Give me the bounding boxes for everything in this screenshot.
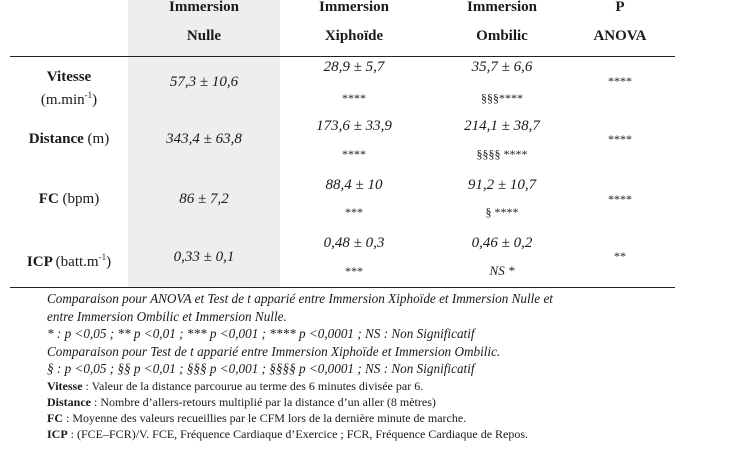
header-xiphoide-line1: Immersion (319, 0, 389, 15)
vitesse-xiphoide-significance: **** (342, 91, 366, 105)
header-nulle-line2: Nulle (186, 28, 222, 44)
fc-xiphoide-value: 88,4 ± 10 (325, 177, 383, 193)
vitesse-ombilic-value: 35,7 ± 6,6 (471, 59, 533, 75)
icp-nulle-value: 0,33 ± 0,1 (173, 249, 235, 265)
distance-nulle-value: 343,4 ± 63,8 (166, 131, 242, 147)
table-notes (47, 290, 737, 442)
fc-xiphoide-significance: *** (345, 205, 363, 219)
vitesse-anova-significance: **** (608, 74, 632, 88)
header-ombilic-line1: Immersion (467, 0, 537, 15)
vitesse-nulle-value: 57,3 ± 10,6 (169, 74, 239, 90)
row-label-vitesse: Vitesse (46, 69, 92, 85)
header-anova-line1: P (615, 0, 625, 15)
row-label-icp: ICP $(batt.m^{-1})$ (26, 252, 112, 270)
note-comparison-anova-line2: entre Immersion Ombilic et Immersion Nulle. (47, 308, 287, 324)
note-stars-legend: * : p <0,05 ; ** p <0,01 ; *** p <0,001 ; **** p <0,0001 ; NS : Non Significatif (47, 326, 475, 341)
icp-xiphoide-significance: *** (345, 264, 363, 278)
icp-xiphoide-value: 0,48 ± 0,3 (323, 235, 385, 251)
icp-ombilic-value: 0,46 ± 0,2 (471, 235, 533, 251)
distance-xiphoide-significance: **** (342, 147, 366, 161)
header-anova-line2: ANOVA (593, 28, 647, 44)
note-fc-definition: FC : Moyenne des valeurs recueillies par le CFM lors de la dernière minute de marche. (47, 410, 467, 425)
note-distance-definition: Distance : Nombre d’allers-retours multiplié par la distance d’un aller (8 mètres) (47, 394, 436, 409)
distance-anova-significance: **** (608, 132, 632, 146)
table-bottom-rule (10, 287, 675, 288)
note-vitesse-definition: Vitesse : Valeur de la distance parcourue au terme des 6 minutes divisée par 6. (47, 378, 424, 393)
fc-anova-significance: **** (608, 192, 632, 206)
fc-ombilic-value: 91,2 ± 10,7 (467, 177, 537, 193)
header-ombilic-line2: Ombilic (476, 28, 528, 44)
fc-ombilic-significance: § **** (485, 205, 519, 219)
header-nulle-line1: Immersion (169, 0, 239, 15)
note-sections-legend: § : p <0,05 ; §§ p <0,01 ; §§§ p <0,001 ; §§§§ p <0,0001 ; NS : Non Significatif (47, 361, 475, 376)
fc-nulle-value: 86 ± 7,2 (179, 191, 229, 207)
note-comparison-anova-line1: Comparaison pour ANOVA et Test de t apparié entre Immersion Xiphoïde et Immersion Nulle et (47, 291, 553, 306)
icp-anova-significance: ** (614, 249, 626, 263)
distance-xiphoide-value: 173,6 ± 33,9 (316, 118, 392, 134)
vitesse-xiphoide-value: 28,9 ± 5,7 (323, 59, 385, 75)
vitesse-ombilic-significance: §§§**** (481, 91, 523, 105)
row-label-distance: Distance (m) (28, 131, 110, 147)
icp-ombilic-significance: NS * (489, 263, 515, 278)
header-xiphoide-line2: Xiphoïde (324, 28, 384, 44)
header-rule (10, 56, 675, 57)
row-unit-vitesse: $(m.\min^{-1})$ (40, 90, 98, 108)
distance-ombilic-value: 214,1 ± 38,7 (464, 118, 540, 134)
row-label-fc: FC (bpm) (38, 191, 100, 207)
distance-ombilic-significance: §§§§ **** (476, 147, 528, 161)
note-comparison-ttest: Comparaison pour Test de t apparié entre Immersion Xiphoïde et Immersion Ombilic. (47, 343, 501, 359)
note-icp-definition: ICP : (FCE–FCR)/V. FCE, Fréquence Cardiaque d’Exercice ; FCR, Fréquence Cardiaque de Repos. (47, 426, 529, 441)
